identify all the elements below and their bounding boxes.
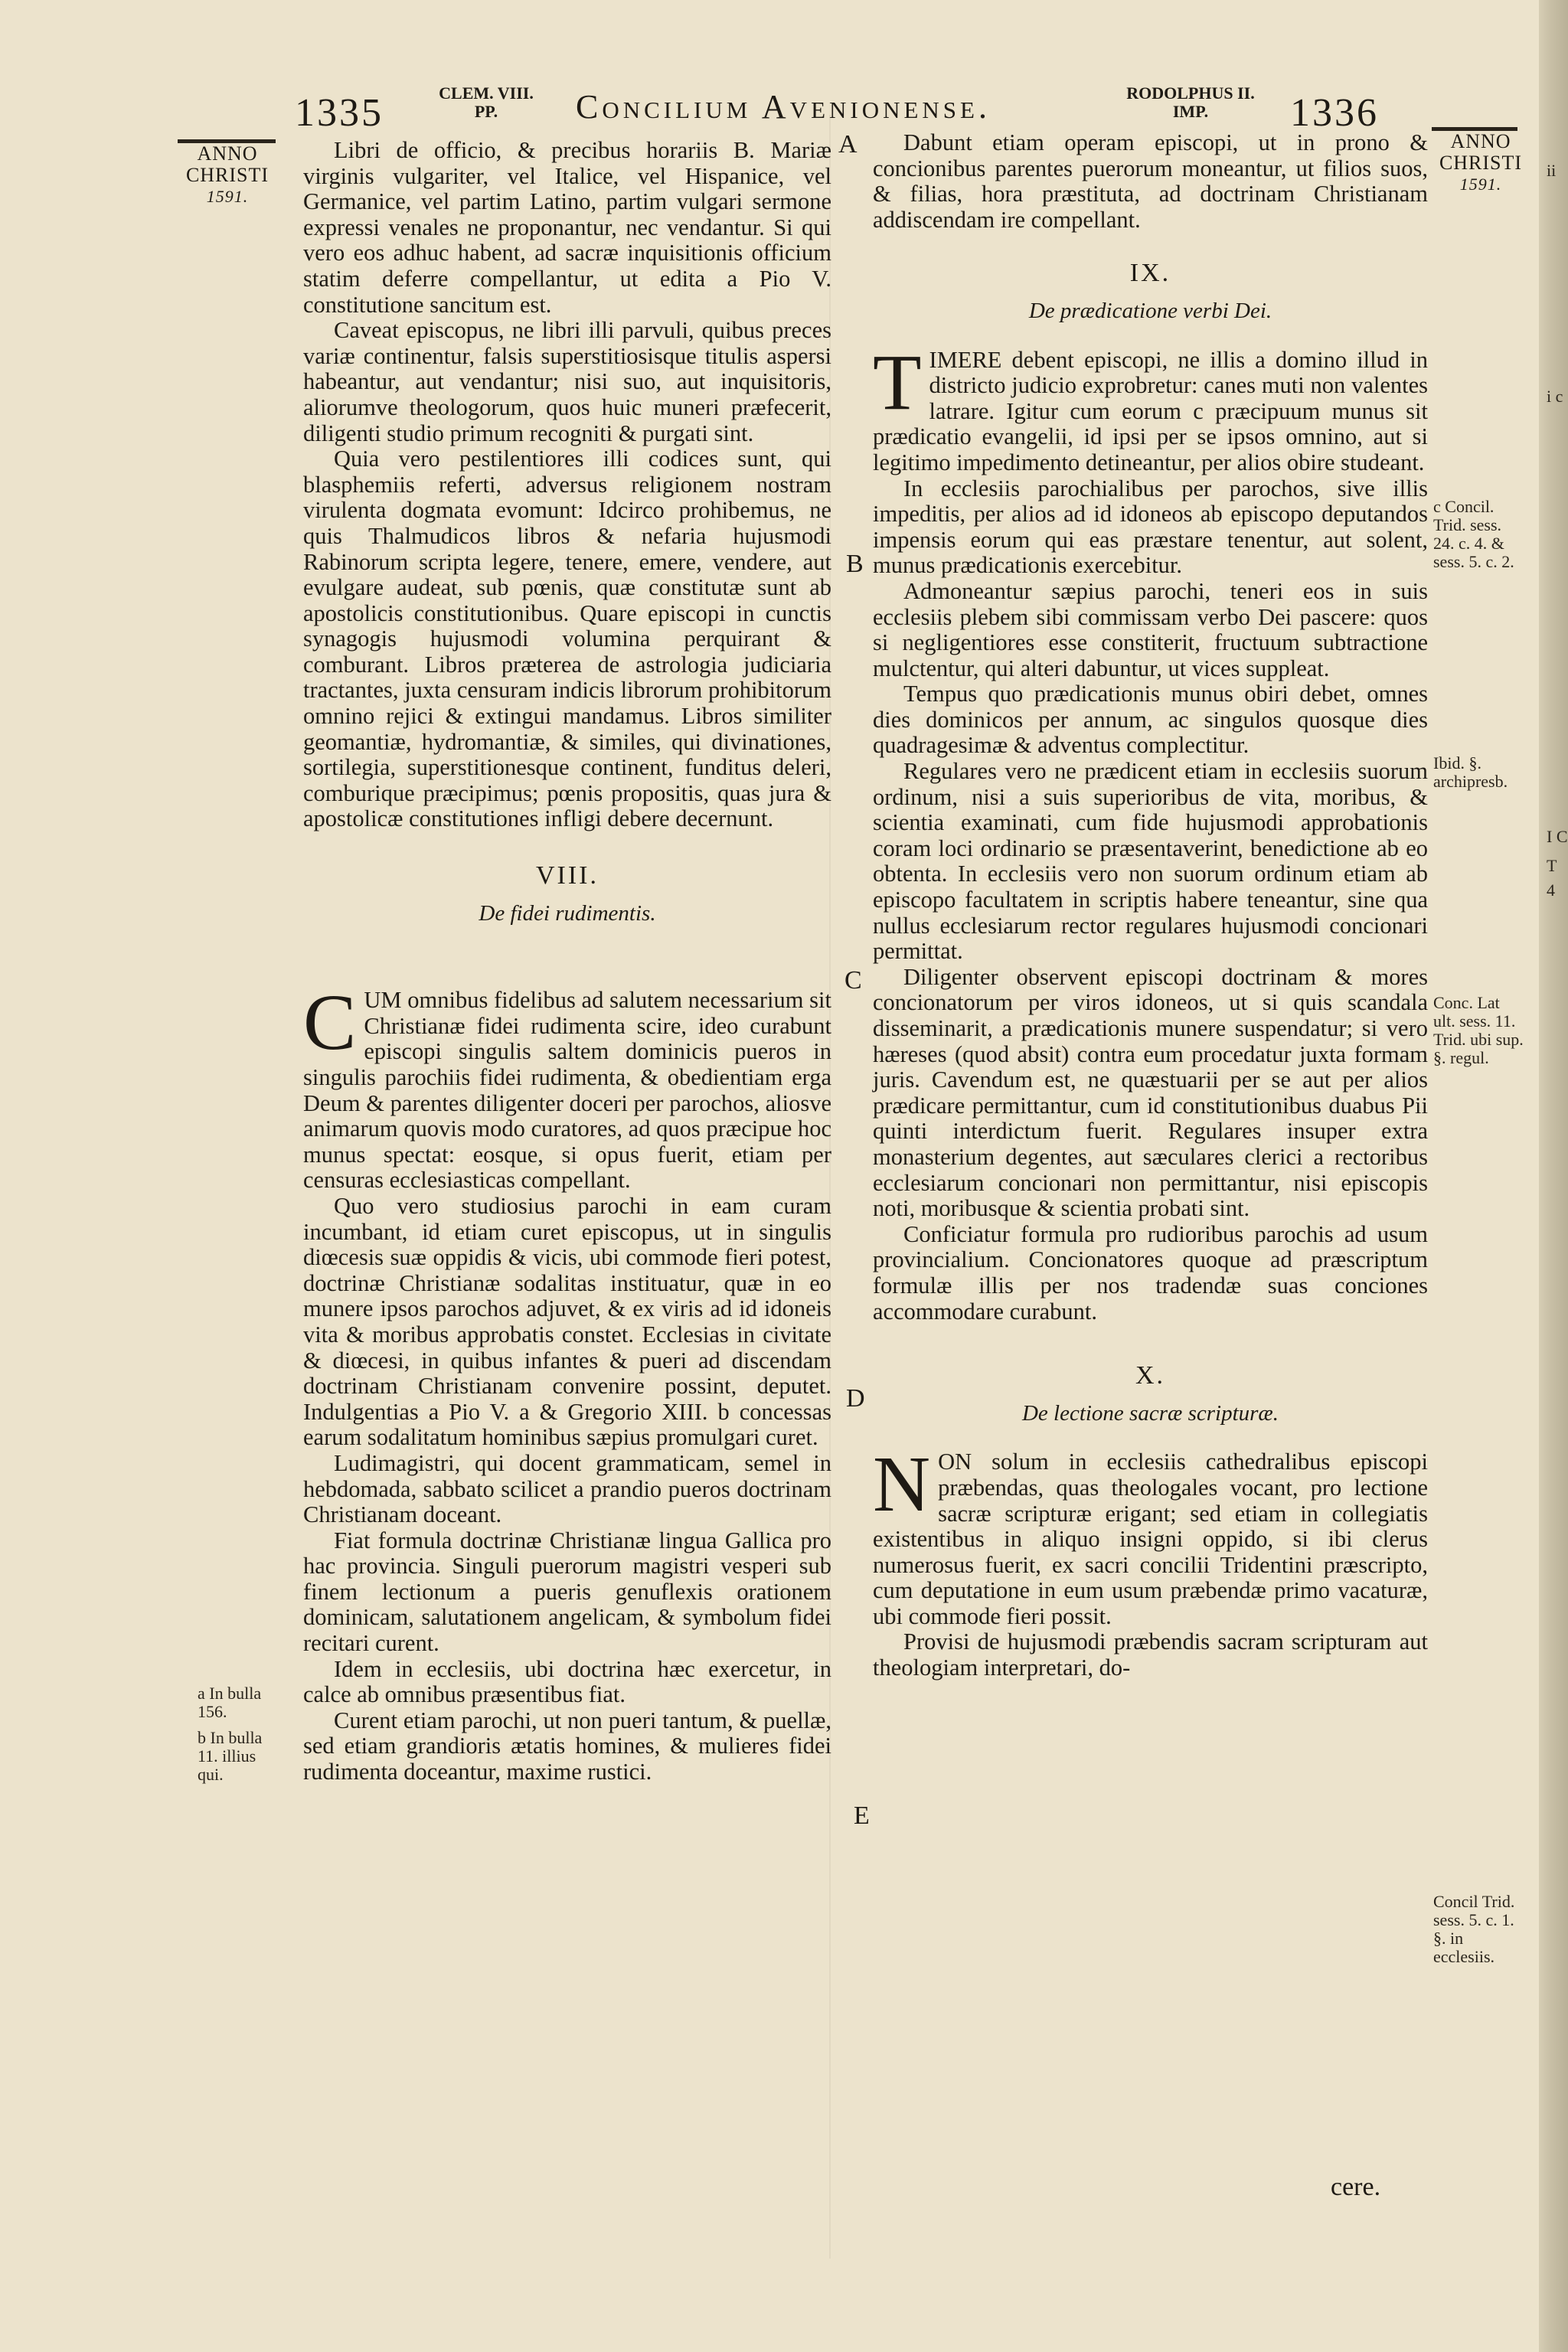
section-subheading: De fidei rudimentis. bbox=[479, 900, 656, 926]
section-heading-x: X. bbox=[1135, 1361, 1166, 1390]
adjacent-page-edge bbox=[1539, 0, 1568, 2352]
paragraph: Idem in ecclesiis, ubi doctrina hæc exercetur, in calce ab omnibus præsentibus fiat. bbox=[303, 1655, 831, 1708]
paragraph: CUM omnibus fidelibus ad salutem necessarium sit Christianæ fidei rudimenta scire, ideo curabunt episcopi singulis saltem dominicis pueros in singulis parochiis fidei rudimenta, & obedientiam erga Deum & parentes diligenter doceri per parochos, aliosve animarum quovis modo curatores, ad quos præcipue hoc munus spectat: eosque, si opus fuerit, etiam per censuras ecclesiasticas compellant. bbox=[303, 978, 831, 1194]
section-heading-viii: VIII. bbox=[535, 861, 599, 890]
anno-christi-right: ANNO CHRISTI 1591. bbox=[1432, 127, 1530, 195]
margin-note: a In bulla 156. bbox=[198, 1684, 262, 1721]
paragraph: Caveat episcopus, ne libri illi parvuli, quibus preces variæ continentur, falsis superstitiosisque titulis aspersi habeantur, aut vendantur; nisi suo, aut inquisitoris, aliorumve theologorum, quos huic muneri præfecerit, diligenti studio primum recogniti & purgati sint. bbox=[303, 317, 831, 446]
paragraph: Conficiatur formula pro rudioribus parochis ad usum provincialium. Concionatores quoque ad præscriptum formulæ illis per nos tradendæ suas conciones accommodare curabunt. bbox=[873, 1220, 1428, 1325]
paragraph: Provisi de hujusmodi præbendis sacram scripturam aut theologiam interpretari, do- bbox=[873, 1628, 1428, 1681]
paragraph: Ludimagistri, qui docent grammaticam, semel in hebdomada, sabbato scilicet a prandio pueros doctrinam Christianam doceant. bbox=[303, 1449, 831, 1528]
drop-cap: T bbox=[873, 338, 922, 426]
edge-fragment: 4 bbox=[1547, 880, 1555, 900]
page-number-left: 1335 bbox=[295, 91, 384, 135]
margin-note: Ibid. §. archipresb. bbox=[1433, 753, 1508, 791]
margin-note: Concil Trid. sess. 5. c. 1. §. in ecclesiis. bbox=[1433, 1892, 1515, 1966]
right-column bbox=[873, 130, 1428, 1681]
catchword: cere. bbox=[1331, 2173, 1381, 2201]
paragraph: Curent etiam parochi, ut non pueri tantum, & puellæ, sed etiam grandioris ætatis homines, & mulieres fidei rudimenta doceantur, maxime rustici. bbox=[303, 1707, 831, 1785]
section-heading-ix: IX. bbox=[1129, 259, 1171, 288]
paragraph: NON solum in ecclesiis cathedralibus episcopi præbendas, quas theologales vocant, pro lectione sacræ scripturæ erigant; sed etiam in collegiatis existentibus in aliquo insigni oppido, si ibi clerus numerosus fuerit, ex sacri concilii Tridentini præscripto, cum deputatione in eum usum præbendæ primo vacaturæ, ubi commode fieri possit. bbox=[873, 1440, 1428, 1629]
section-letter-b: B bbox=[846, 550, 864, 578]
running-head-pope: CLEM. VIII. PP. bbox=[439, 83, 534, 121]
paragraph: Regulares vero ne prædicent etiam in ecclesiis suorum ordinum, nisi a suis superioribus de vita, moribus, & scientia examinati, cum fide hujusmodi approbationis coram loci ordinario se præsentaverint, benedictione ab eo obtenta. In ecclesiis vero non suorum ordinum etiam ab episcopo facultatem in scriptis habere teneantur, sine qua nullus ecclesiarum rector regulares hujusmodi concionari permittat. bbox=[873, 758, 1428, 965]
page-number-right: 1336 bbox=[1290, 91, 1379, 135]
margin-note: b In bulla 11. illius qui. bbox=[198, 1728, 263, 1784]
drop-cap: N bbox=[873, 1440, 931, 1529]
section-letter-a: A bbox=[838, 130, 858, 158]
margin-note: c Concil. Trid. sess. 24. c. 4. & sess. 5. c. 2. bbox=[1433, 497, 1514, 571]
edge-fragment: ii bbox=[1547, 161, 1557, 180]
paragraph: Admoneantur sæpius parochi, teneri eos in suis ecclesiis plebem sibi commissam verbo Dei pascere: quos si negligentiores esse constiterit, fructuum subtractione mulctentur, qui alteri dabuntur, ut vices suppleat. bbox=[873, 577, 1428, 681]
paragraph: Fiat formula doctrinæ Christianæ lingua Gallica pro hac provincia. Singuli puerorum magistri vesperi sub finem lectionum a pueris genuflexis orationem dominicam, salutationem angelicam, & symbolum fidei recitari curent. bbox=[303, 1527, 831, 1657]
running-title: Concilium Avenionense. bbox=[576, 88, 991, 126]
edge-fragment: T bbox=[1547, 856, 1557, 875]
anno-christi-left: ANNO CHRISTI 1591. bbox=[178, 139, 277, 207]
running-head-emperor: RODOLPHUS II. IMP. bbox=[1126, 83, 1255, 121]
paragraph: TIMERE debent episcopi, ne illis a domino illud in districto judicio exprobretur: canes muti non valentes latrare. Igitur cum eorum c præcipuum munus sit prædicatio evangelii, id ipsi per se ipsos omnino, aut si legitimo impedimento detineantur, per alios obire studeant. bbox=[873, 338, 1428, 475]
paragraph: Quo vero studiosius parochi in eam curam incumbant, id etiam curet episcopus, ut in singulis diœcesis suæ oppidis & vicis, ubi commode fieri potest, doctrinæ Christianæ sodalitas instituatur, quæ in eo munere ipsos parochos adjuvet, & ex viris ad id idoneis vita & moribus approbatis constet. Ecclesias in civitate & diœcesi, in quibus infantes & pueri ad discendam doctrinam Christianam convenire possint, deputet. Indulgentias a Pio V. a & Gregorio XIII. b concessas earum sodalitatum hominibus sæpius promulgari curet. bbox=[303, 1192, 831, 1451]
left-column bbox=[303, 138, 831, 1785]
paragraph: Diligenter observent episcopi doctrinam & mores concionatorum per viros idoneos, ut si quis scandala disseminarit, a prædicationis munere suspendatur; si vero hæreses (quod absit) contra eum procedatur juxta formam juris. Cavendum est, ne quæstuarii per se aut per alios prædicare permittantur, cum id constitutionibus duabus Pii quinti interdictum fuerit. Regulares insuper extra monasterium degentes, aut sæculares clerici a rectoribus ecclesiarum concionari non permittantur, nisi episcopis noti, moribusque & scientia probati sint. bbox=[873, 963, 1428, 1222]
drop-cap: C bbox=[303, 978, 357, 1067]
paragraph: Quia vero pestilentiores illi codices sunt, qui blasphemiis referti, adversus religionem nostram virulenta dogmata evomunt: Idcirco prohibemus, ne quis Thalmudicos libros & nefaria hujusmodi Rabinorum scripta legere, tenere, emere, vendere, aut evulgare audeat, sub pœnis, quæ constitutæ sunt ab apostolicis constitutionibus. Quare episcopi in cunctis synagogis hujusmodi volumina perquirant & comburant. Libros præterea de astrologia judiciaria tractantes, juxta censuram indicis librorum prohibitorum omnino rejici & extingui mandamus. Libros similiter geomantiæ, hydromantiæ, & similes, qui divinationes, sortilegia, superstitionesque continent, funditus deleri, comburique præcipimus; pœnis propositis, quas jura & apostolicæ constitutiones infligi debere decernunt. bbox=[303, 446, 831, 832]
edge-fragment: i c bbox=[1547, 387, 1563, 406]
section-subheading: De prædicatione verbi Dei. bbox=[1028, 298, 1272, 323]
section-letter-e: E bbox=[854, 1802, 870, 1830]
paragraph: Tempus quo prædicationis munus obiri debet, omnes dies dominicos per annum, ac singulos quosque dies quadragesimæ & adventus complectitur. bbox=[873, 681, 1428, 759]
paragraph: Libri de officio, & precibus horariis B. Mariæ virginis vulgariter, vel Italice, vel Hispanice, vel Germanice, vel partim Latino, partim vulgari sermone expressi venales ne proponantur, nec vendantur. Si qui vero eos adhuc habent, ad sacræ inquisitionis officium statim deferre compellantur, ut edita a Pio V. constitutione sancitum est. bbox=[303, 137, 831, 318]
margin-note: Conc. Lat ult. sess. 11. Trid. ubi sup. §. regul. bbox=[1433, 993, 1524, 1067]
section-letter-d: D bbox=[846, 1384, 865, 1413]
section-subheading: De lectione sacræ scripturæ. bbox=[1021, 1400, 1279, 1426]
edge-fragment: I C bbox=[1547, 827, 1568, 846]
paragraph: Dabunt etiam operam episcopi, ut in prono & concionibus parentes puerorum moneantur, ut filios suos, & filias, hora præstituta, ad doctrinam Christianam addiscendam ire compellant. bbox=[873, 129, 1428, 233]
section-letter-c: C bbox=[844, 966, 862, 995]
paragraph: In ecclesiis parochialibus per parochos, sive illis impeditis, per alios ad id idoneos ab episcopo deputandos impensis eorum qui eas præstare tenentur, aut solent, munus prædicationis exercebitur. bbox=[873, 475, 1428, 579]
